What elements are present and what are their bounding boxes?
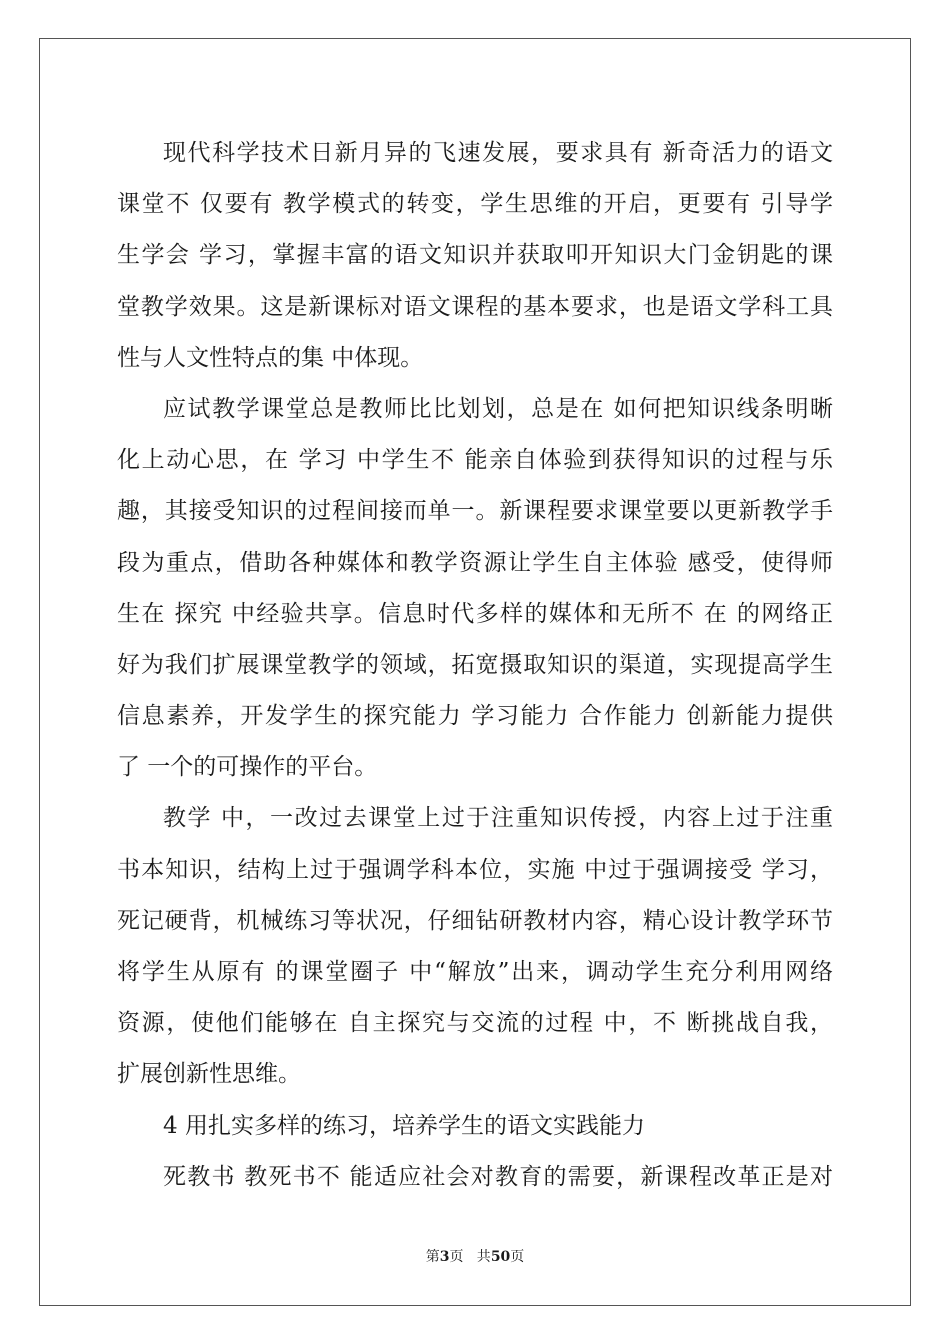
text-line: 死记硬背，机械练习等状况，仔细钻研教材内容，精心设计教学环节 [117,907,833,934]
text-line: 应试教学课堂总是教师比比划划，总是在 如何把知识线条明晰 [163,395,833,422]
text-line: 趣，其接受知识的过程间接而单一。新课程要求课堂要以更新教学手 [117,498,833,525]
text-line: 段为重点，借助各种媒体和教学资源让学生自主体验 感受，使得师 [117,549,833,576]
text-line: 生学会 学习，掌握丰富的语文知识并获取叩开知识大门金钥匙的课 [117,242,833,269]
text-line: 教学 中，一改过去课堂上过于注重知识传授，内容上过于注重 [163,805,833,832]
text-line: 课堂不 仅要有 教学模式的转变，学生思维的开启，更要有 引导学 [117,191,833,218]
text-line: 现代科学技术日新月异的飞速发展，要求具有 新奇活力的语文 [163,140,833,166]
page-footer [0,1246,950,1266]
text-line: 4 用扎实多样的练习，培养学生的语文实践能力 [163,1112,645,1139]
footer-prefix: 第 [425,1249,440,1265]
text-line: 资源，使他们能够在 自主探究与交流的过程 中，不 断挑战自我， [117,1010,833,1037]
text-line: 扩展创新性思维。 [117,1061,301,1088]
document-body [117,128,833,1203]
text-line: 将学生从原有 的课堂圈子 中“解放”出来，调动学生充分利用网络 [117,959,833,985]
text-line: 性与人文性特点的集 中体现。 [117,344,424,371]
text-line: 书本知识，结构上过于强调学科本位，实施 中过于强调接受 学习， [117,856,833,883]
text-line: 信息素养，开发学生的探究能力 学习能力 合作能力 创新能力提供 [117,703,833,730]
footer-suffix: 页 [510,1249,525,1265]
text-line: 死教书 教死书不 能适应社会对教育的需要，新课程改革正是对 [163,1163,833,1190]
footer-middle: 页 共 [449,1249,491,1265]
text-line: 堂教学效果。这是新课标对语文课程的基本要求，也是语文学科工具 [117,293,833,320]
text-line: 化上动心思，在 学习 中学生不 能亲自体验到获得知识的过程与乐 [117,447,833,474]
current-page-number: 3 [439,1249,450,1265]
text-line: 好为我们扩展课堂教学的领域，拓宽摄取知识的渠道，实现提高学生 [117,651,833,678]
text-line: 生在 探究 中经验共享。信息时代多样的媒体和无所不 在 的网络正 [117,600,833,627]
total-page-count: 50 [490,1249,511,1265]
text-line: 了 一个的可操作的平台。 [117,754,378,781]
